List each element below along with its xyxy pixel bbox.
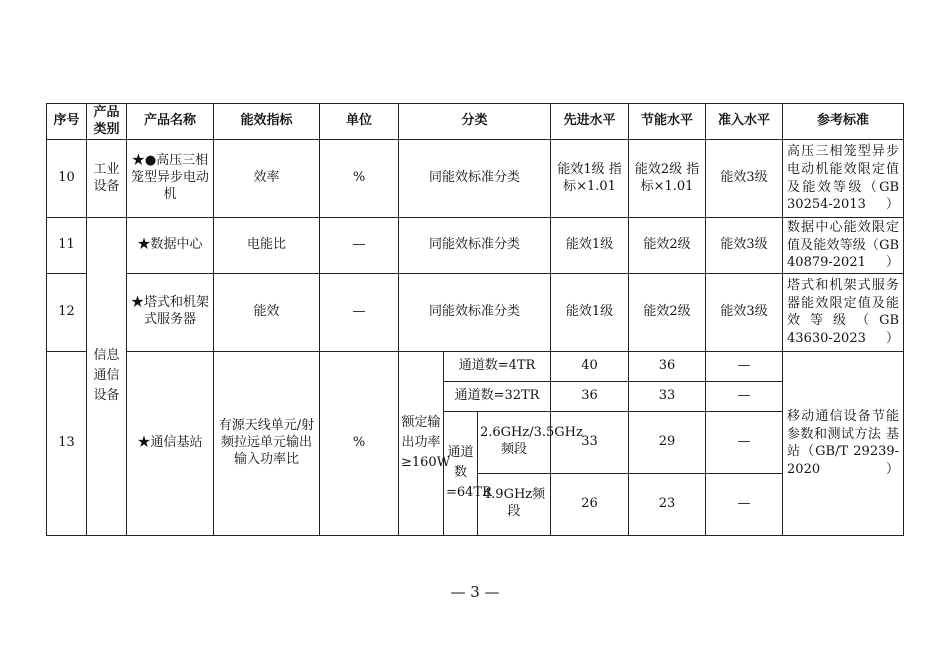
row-saving: 能效2级 bbox=[629, 273, 706, 351]
header-row bbox=[47, 104, 904, 140]
energy-efficiency-table bbox=[46, 103, 904, 536]
sub-label: 4.9GHz频段 bbox=[478, 473, 551, 535]
sub-advanced: 36 bbox=[551, 381, 629, 411]
row-unit: % bbox=[320, 140, 399, 218]
row-product-name: ★通信基站 bbox=[127, 351, 214, 535]
sub-entry: — bbox=[706, 473, 783, 535]
table-row bbox=[47, 218, 904, 274]
row-standard: 高压三相笼型异步电动机能效限定值及能效等级（GB 30254-2013） bbox=[783, 140, 904, 218]
row-indicator: 能效 bbox=[214, 273, 320, 351]
header-no: 序号 bbox=[47, 104, 87, 140]
row-category: 工业设备 bbox=[87, 140, 127, 218]
header-saving: 节能水平 bbox=[629, 104, 706, 140]
header-advanced: 先进水平 bbox=[551, 104, 629, 140]
sub-advanced: 40 bbox=[551, 351, 629, 381]
row-standard: 塔式和机架式服务器能效限定值及能效等级（GB 43630-2023） bbox=[783, 273, 904, 351]
row-indicator: 有源天线单元/射频拉远单元输出输入功率比 bbox=[214, 351, 320, 535]
header-category: 产品类别 bbox=[87, 104, 127, 140]
header-unit: 单位 bbox=[320, 104, 399, 140]
row-indicator: 电能比 bbox=[214, 218, 320, 274]
sub-label: 通道数=32TR bbox=[444, 381, 551, 411]
row-standard: 移动通信设备节能参数和测试方法 基站（GB/T 29239-2020） bbox=[783, 351, 904, 535]
table-row bbox=[47, 140, 904, 218]
row-product-name: ★●高压三相笼型异步电动机 bbox=[127, 140, 214, 218]
sub-entry: — bbox=[706, 381, 783, 411]
row-product-name: ★数据中心 bbox=[127, 218, 214, 274]
row-entry: 能效3级 bbox=[706, 218, 783, 274]
sub-saving: 23 bbox=[629, 473, 706, 535]
header-product-name: 产品名称 bbox=[127, 104, 214, 140]
row-classification: 同能效标准分类 bbox=[399, 140, 551, 218]
sub-saving: 29 bbox=[629, 411, 706, 473]
row-group-label: 额定输出功率≥160W bbox=[399, 351, 444, 535]
row-saving: 能效2级 bbox=[629, 218, 706, 274]
row-entry: 能效3级 bbox=[706, 273, 783, 351]
row-product-name: ★塔式和机架式服务器 bbox=[127, 273, 214, 351]
row-unit: % bbox=[320, 351, 399, 535]
sub-entry: — bbox=[706, 351, 783, 381]
row-advanced: 能效1级 bbox=[551, 218, 629, 274]
sub-label: 通道数=4TR bbox=[444, 351, 551, 381]
header-indicator: 能效指标 bbox=[214, 104, 320, 140]
row-saving: 能效2级 指标×1.01 bbox=[629, 140, 706, 218]
header-standard: 参考标准 bbox=[783, 104, 904, 140]
row-unit: — bbox=[320, 218, 399, 274]
row-no: 10 bbox=[47, 140, 87, 218]
sub-saving: 33 bbox=[629, 381, 706, 411]
row-advanced: 能效1级 bbox=[551, 273, 629, 351]
row-classification: 同能效标准分类 bbox=[399, 273, 551, 351]
channel-label: 通道数=64TR bbox=[444, 411, 478, 535]
table-row bbox=[47, 351, 904, 381]
row-indicator: 效率 bbox=[214, 140, 320, 218]
row-no: 12 bbox=[47, 273, 87, 351]
sub-saving: 36 bbox=[629, 351, 706, 381]
row-standard: 数据中心能效限定值及能效等级（GB 40879-2021） bbox=[783, 218, 904, 274]
row-no: 11 bbox=[47, 218, 87, 274]
sub-advanced: 33 bbox=[551, 411, 629, 473]
row-advanced: 能效1级 指标×1.01 bbox=[551, 140, 629, 218]
row-no: 13 bbox=[47, 351, 87, 535]
header-entry: 准入水平 bbox=[706, 104, 783, 140]
table-row bbox=[47, 273, 904, 351]
page-number: — 3 — bbox=[450, 583, 500, 601]
header-classification: 分类 bbox=[399, 104, 551, 140]
sub-entry: — bbox=[706, 411, 783, 473]
row-classification: 同能效标准分类 bbox=[399, 218, 551, 274]
row-category: 信息通信设备 bbox=[87, 218, 127, 536]
row-entry: 能效3级 bbox=[706, 140, 783, 218]
sub-label: 2.6GHz/3.5GHz频段 bbox=[478, 411, 551, 473]
sub-advanced: 26 bbox=[551, 473, 629, 535]
row-unit: — bbox=[320, 273, 399, 351]
